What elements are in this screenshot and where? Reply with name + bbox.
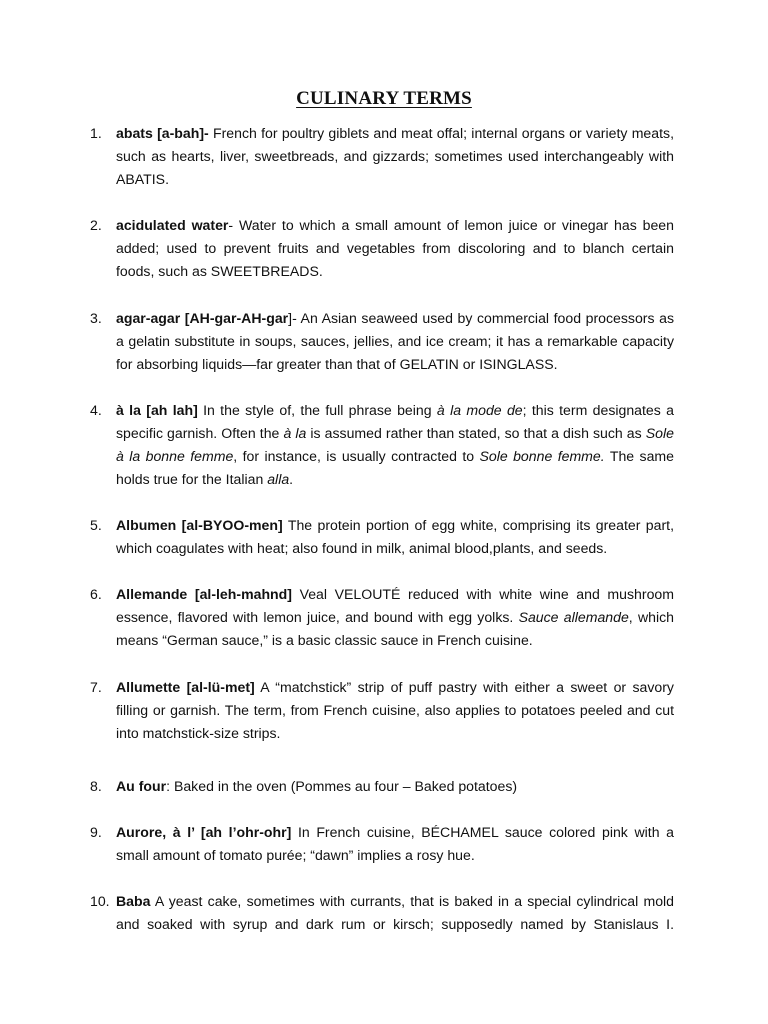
- definition-text: In the style of, the full phrase being: [197, 402, 437, 418]
- definition-text: .: [289, 471, 294, 487]
- item-text: [116, 214, 674, 283]
- item-number: 8.: [90, 778, 102, 794]
- page-title: CULINARY TERMS: [296, 88, 472, 109]
- item-text: [116, 307, 674, 376]
- term: Allemande [al-leh-mahnd]: [116, 586, 292, 602]
- item-text: [116, 583, 674, 652]
- definition-text: Veal VELOUTÉ reduced with white wine and mushroom essence, flavored with lemon juice, and bound with egg yolks.: [116, 586, 674, 625]
- definition-text: A “matchstick” strip of puff pastry with either a sweet or savory filling or garnish. The term, from French cuisine, also applies to potatoes peeled and cut into matchstick-size strips.: [116, 679, 674, 741]
- definition-text: : Baked in the oven (Pommes au four – Baked potatoes): [166, 778, 518, 794]
- list-item: [90, 514, 674, 560]
- item-text: [116, 399, 674, 491]
- list-item: [90, 307, 674, 376]
- item-text: [116, 122, 674, 191]
- definition-text: The same holds true for the Italian: [116, 448, 674, 487]
- item-text: [116, 676, 674, 745]
- term: Allumette [al-lü-met]: [116, 679, 255, 695]
- item-number: 5.: [90, 517, 102, 533]
- italic-text: à la mode de: [436, 402, 523, 418]
- term: Albumen [al-BYOO-men]: [116, 517, 283, 533]
- term: abats [a-bah]-: [116, 125, 209, 141]
- definition-text: The protein portion of egg white, comprising its greater part, which coagulates with heat; also found in milk, animal blood,plants, and seeds.: [116, 517, 675, 556]
- definition-text: is assumed rather than stated, so that a dish such as: [306, 425, 646, 441]
- definition-text: French for poultry giblets and meat offal; internal organs or variety meats, such as hearts, liver, sweetbreads, and gizzards; sometimes used interchangeably with ABATIS.: [116, 125, 674, 187]
- definition-text: ]- An Asian seaweed used by commercial food processors as a gelatin substitute in soups, sauces, jellies, and ice cream; it has a remarkable capacity for absorbing liquids—far greater than that of GELATIN or ISINGLASS.: [116, 310, 674, 372]
- item-number: 3.: [90, 310, 102, 326]
- item-number: 10.: [90, 893, 110, 909]
- list-item: [90, 399, 674, 491]
- definition-text: In French cuisine, BÉCHAMEL sauce colored pink with a small amount of tomato purée; “dawn” implies a rosy hue.: [116, 824, 674, 863]
- italic-text: Sole à la bonne femme: [116, 425, 674, 464]
- italic-text: alla: [267, 471, 290, 487]
- list-item: [90, 775, 674, 798]
- term: acidulated water: [116, 217, 229, 233]
- list-item: [90, 122, 674, 191]
- item-text: [116, 890, 674, 936]
- italic-text: Sole bonne femme.: [479, 448, 605, 464]
- list-item: [90, 214, 674, 283]
- item-number: 1.: [90, 125, 102, 141]
- item-text: [116, 775, 674, 798]
- item-text: [116, 821, 674, 867]
- item-number: 4.: [90, 402, 102, 418]
- term: Au four: [116, 778, 167, 794]
- item-number: 2.: [90, 217, 102, 233]
- term: Aurore, à l’ [ah l’ohr-ohr]: [116, 824, 292, 840]
- definition-text: - Water to which a small amount of lemon juice or vinegar has been added; used to prevent fruits and vegetables from discoloring and to blanch certain foods, such as SWEETBREADS.: [116, 217, 674, 279]
- italic-text: à la: [283, 425, 307, 441]
- definition-text: , which means “German sauce,” is a basic classic sauce in French cuisine.: [116, 609, 674, 648]
- term: agar-agar [AH-gar-AH-gar: [116, 310, 289, 326]
- definition-text: ; this term designates a specific garnish. Often the: [116, 402, 674, 441]
- definition-text: , for instance, is usually contracted to: [233, 448, 480, 464]
- definition-text: A yeast cake, sometimes with currants, that is baked in a special cylindrical mold and soaked with syrup and dark rum or kirsch; supposedly named by Stanislaus I.: [116, 893, 674, 932]
- list-item: [90, 890, 674, 936]
- list-item: [90, 821, 674, 867]
- list-item: [90, 676, 674, 745]
- item-number: 9.: [90, 824, 102, 840]
- term: Baba: [116, 893, 151, 909]
- list-item: [90, 583, 674, 652]
- item-number: 7.: [90, 679, 102, 695]
- italic-text: Sauce allemande: [518, 609, 629, 625]
- item-number: 6.: [90, 586, 102, 602]
- item-text: [116, 514, 674, 560]
- term: à la [ah lah]: [116, 402, 198, 418]
